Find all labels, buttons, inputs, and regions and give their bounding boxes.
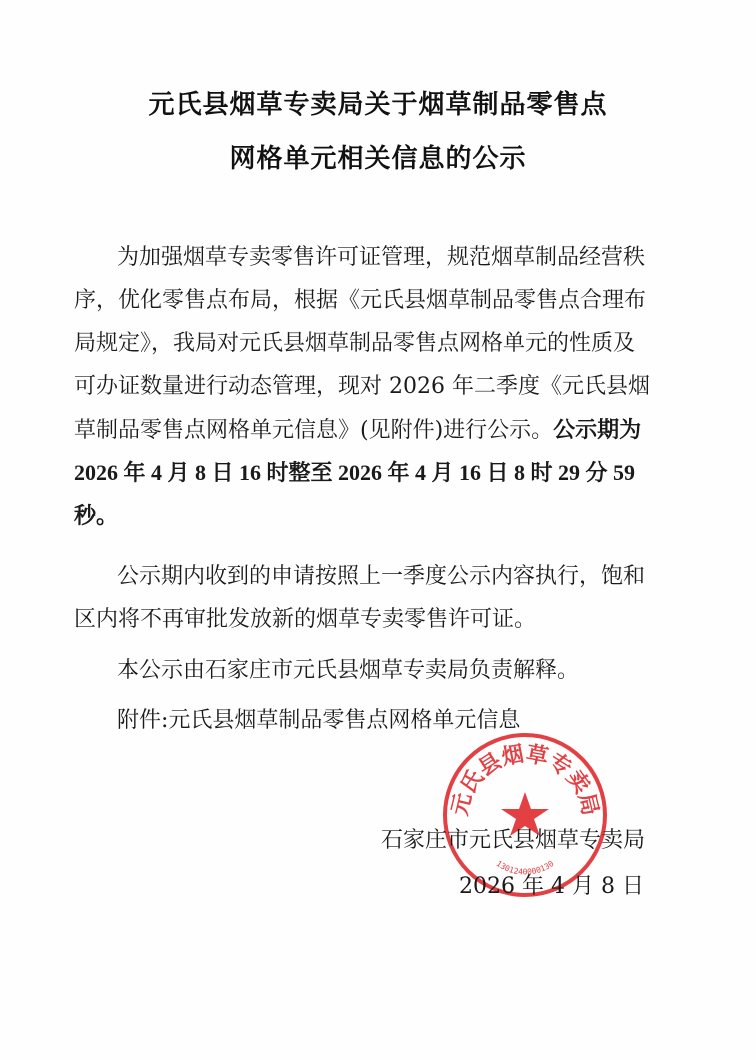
publicity-period-end: 秒。 [74, 503, 119, 528]
paragraph-1-line-2 [74, 286, 694, 316]
attachment-link[interactable]: 附件:元氏县烟草制品零售点网格单元信息 [117, 708, 521, 733]
interpretation-statement: 本公示由石家庄市元氏县烟草专卖局负责解释。 [117, 658, 580, 683]
paragraph-text: 可办证数量进行动态管理，现对 2026 年二季度《元氏县烟 [74, 374, 650, 399]
paragraph-text: 草制品零售点网格单元信息》(见附件)进行公示。 [74, 418, 554, 443]
paragraph-1-line-4 [74, 372, 694, 402]
paragraph-text: 局规定》，我局对元氏县烟草制品零售点网格单元的性质及 [74, 331, 636, 356]
publicity-period-range: 2026 年 4 月 8 日 16 时整至 2026 年 4 月 16 日 8 时 29 分 59 [74, 460, 636, 485]
paragraph-text: 为加强烟草专卖零售许可证管理，规范烟草制品经营秩 [117, 245, 646, 270]
paragraph-2-line-1: 公示期内收到的申请按照上一季度公示内容执行，饱和 [117, 564, 646, 589]
paragraph-1-line-1 [117, 243, 694, 273]
document-title-line-2: 网格单元相关信息的公示 [229, 144, 527, 174]
paragraph-2-line-2: 区内将不再审批发放新的烟草专卖零售许可证。 [74, 607, 537, 632]
paragraph-1-line-3 [74, 329, 694, 359]
paragraph-1-line-5 [74, 415, 694, 446]
document-title-line-1: 元氏县烟草专卖局关于烟草制品零售点 [148, 90, 608, 120]
seal-text: 元氏县烟草专卖局 [447, 741, 603, 819]
issuing-organization: 石家庄市元氏县烟草专卖局 [381, 828, 646, 853]
publicity-period-label: 公示期为 [553, 417, 642, 442]
seal-code: 1301240000130 [494, 858, 556, 877]
paragraph-text: 序，优化零售点布局，根据《元氏县烟草制品零售点合理布 [74, 288, 647, 313]
issue-date: 2026 年 4 月 8 日 [459, 874, 644, 899]
